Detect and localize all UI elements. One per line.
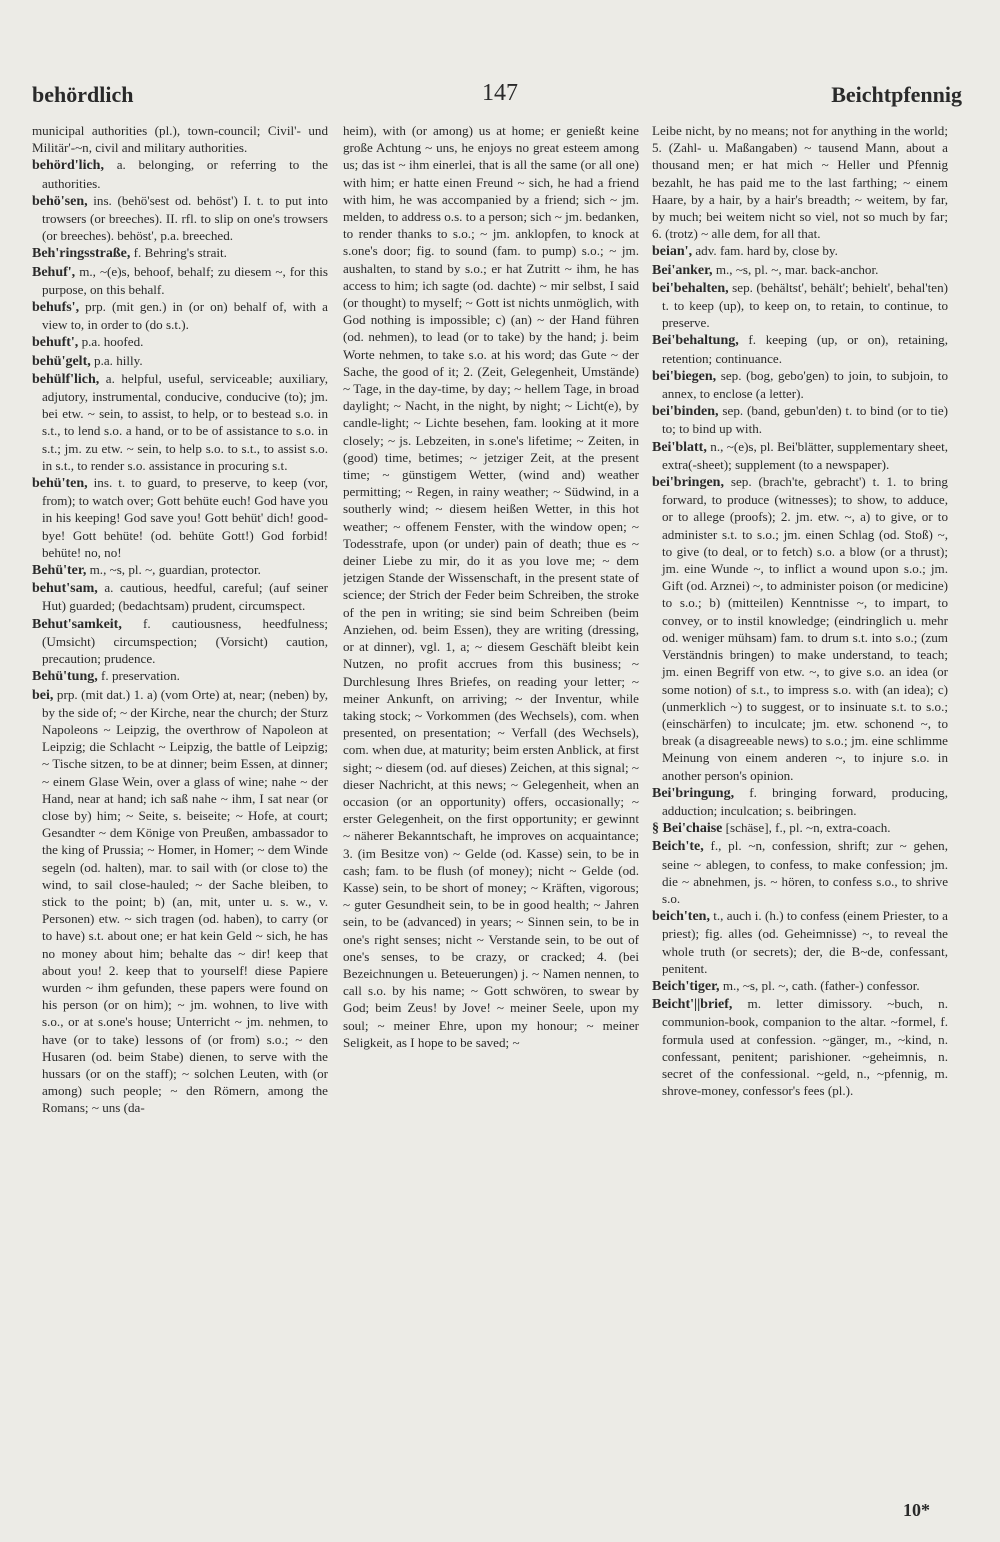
dictionary-entry: [32, 298, 328, 333]
column-2: [343, 122, 639, 1492]
entry-text: sep. (brach'te, gebracht') t. 1. to bring forward, to produce (witnesses); to show, to adduce, or to allege (proofs); 2. jm. etw. ~, a) to give, or to administer s.t. to s.o.; jm. einen Schlag (od. Stoß) ~, to give (to deal, or to fetch) s.o. a blow (or a thrust); jm. eine Wunde ~, to inflict a wound upon s.o.; jm. Gift (od. Arznei) ~, to administer poison (or medicine) to s.o.; b) (mitteilen) Kenntnisse ~, to impart, to convey, or to instil knowledge; (eindringlich u. mehr od. weniger mühsam) fam. to drum s.t. into s.o.; (zum Verständnis bringen) to make understand, to teach; jm. einen Begriff von etw. ~, to give s.o. an idea (or some notion) of s.t., to impress s.o. with (an idea); c) (unmerklich ~) to suggest, or to insinuate s.t. to s.o.; (einschärfen) to inculcate; jm. etw. schonend ~, to break (a disagreeable news) to s.o.; jm. eine schlimme Meinung von einem anderen ~, to injure s.o. in another person's opinion.: [662, 474, 948, 783]
dictionary-entry: [652, 122, 948, 242]
entry-headword: bei'behalten,: [652, 280, 729, 296]
signature-mark: 10*: [903, 1500, 930, 1520]
entry-headword: behülf'lich,: [32, 371, 100, 387]
dictionary-entry: [32, 667, 328, 685]
column-3: [652, 122, 948, 1492]
entry-text: f. Behring's strait.: [133, 245, 227, 261]
dictionary-entry: [32, 156, 328, 191]
dictionary-entry: [652, 402, 948, 437]
entry-text: t., auch i. (h.) to confess (einem Priester, to a priest); fig. alles (od. Geheimnisse) ~, to reveal the whole truth (or secrets); der, die B~de, confessant, penitent.: [662, 908, 948, 976]
dictionary-entry: [652, 367, 948, 402]
entry-headword: § Bei'chaise: [652, 821, 723, 837]
running-head-left: behördlich: [32, 82, 134, 107]
entry-headword: Bei'anker,: [652, 262, 713, 278]
dictionary-entry: [652, 977, 948, 995]
dictionary-entry: [343, 122, 639, 1051]
entry-headword: bei,: [32, 687, 54, 703]
entry-headword: Behü'tung,: [32, 669, 98, 685]
entry-headword: behö'sen,: [32, 193, 88, 209]
dictionary-entry: [32, 192, 328, 245]
entry-headword: Beh'ringsstraße,: [32, 246, 131, 262]
entry-headword: Bei'behaltung,: [652, 333, 739, 349]
dictionary-entry: [652, 784, 948, 819]
dictionary-entry: [652, 907, 948, 977]
entry-text: prp. (mit dat.) 1. a) (vom Orte) at, near; (neben) by, by the side of; ~ der Kirche, near the church; der Sturz Napoleons ~ Leipzig, the overthrow of Napoleon at Leipzig; die Schlacht ~ Leipzig, the battle of Leipzig; ~ Tische sitzen, to be at dinner; beim Essen, at dinner; ~ einem Glase Wein, over a glass of wine; nahe ~ der Hand, near at hand; ich saß nahe ~ ihm, I sat near (or close by) him; ~ Seite, s. beiseite; ~ Hofe, at court; Gesandter ~ dem Könige von Preußen, ambassador to the king of Prussia; ~ Homer, in Homer; ~ dem Winde segeln (od. halten), mar. to sail with (or close to) the wind, to sail close-hauled; ~ der Sache bleiben, to stick to the point; b) (an, mit, unter u. s. w., v. Personen) etw. ~ sich tragen (od. haben), to carry (or to have) s.t. about one; er hat kein Geld ~ sich, he has no money about him; behalte das ~ dir! keep that about you! 2. keep that to yourself! diese Papiere wurden ~ ihm gefunden, these papers were found on his person (or on him); ~ jm. wohnen, to live with s.o., or at s.one's house; Unterricht ~ jm. nehmen, to have (or to take) lessons of (or from) s.o.; ~ den Husaren (od. beim Stabe) dienen, to serve with the hussars (or on the staff); ~ solchen Leuten, with (or among) such people; ~ den Römern, among the Romans; ~ uns (da-: [42, 686, 328, 1116]
entry-text: a. cautious, heedful, careful; (auf seiner Hut) guarded; (bedachtsam) prudent, circumspect.: [42, 580, 328, 614]
entry-headword: bei'biegen,: [652, 368, 717, 384]
entry-headword: Behü'ter,: [32, 563, 87, 579]
dictionary-entry: [652, 473, 948, 784]
page-number: 147: [482, 80, 518, 106]
dictionary-entry: [652, 279, 948, 332]
entry-headword: behü'ten,: [32, 476, 88, 492]
entry-text: ins. (behö'sest od. behöst') I. t. to put into trowsers (or breeches). II. rfl. to slip on one's trowsers (or breeches). behöst', p.a. breeched.: [42, 192, 328, 244]
entry-text: f., pl. ~n, confession, shrift; zur ~ gehen, seine ~ ablegen, to confess, to make confession; jm. die ~ abnehmen, js. ~ hören, to confess s.o., to shrive s.o.: [662, 838, 948, 906]
entry-text: m., ~s, pl. ~, mar. back-anchor.: [715, 261, 879, 277]
entry-headword: Bei'blatt,: [652, 439, 707, 455]
entry-headword: behü'gelt,: [32, 353, 91, 369]
entry-text: sep. (bog, gebo'gen) to join, to subjoin, to annex, to enclose (a letter).: [662, 367, 948, 402]
entry-headword: bei'binden,: [652, 404, 719, 420]
dictionary-entry: [32, 333, 328, 351]
column-1: [32, 122, 328, 1492]
entry-text: a. helpful, useful, serviceable; auxiliary, adjutory, instrumental, conducive, conducive (to); jm. bei etw. ~ sein, to assist, to help, or to bestead s.o. in s.t., to lend s.o. a hand, or to be of assistance to s.o. in s.t.; jm. zu etw. ~ sein, to help s.o. to s.t., to assist s.o. in s.t., to render s.o. assistance in procuring s.t.: [42, 370, 328, 473]
entry-headword: beich'ten,: [652, 909, 710, 925]
entry-text: heim), with (or among) us at home; er genießt keine große Achtung ~ uns, he enjoys no great esteem among us; das ist ~ ihm einerlei, that is all the same (or all one) with him; er hatte einen Freund ~ sich, he had a friend with him, he was accompanied by a friend; sich ~ jm. melden, to address o.s. to a person; sich ~ jm. bedanken, to render thanks to s.o.; ~ jm. anklopfen, to knock at s.one's door; fig. to sound (fam. to pump) s.o.; ~ jm. aushalten, to stand by s.o.; er hat Zutritt ~ ihm, he has access to him; ich sagte (od. dachte) ~ mir selbst, I said (or thought) to myself; ~ Gott ist nichts unmöglich, with God nothing is impossible; c) (an) ~ der Hand führen (od. nehmen), to lead (or to take) by the hand; j. beim Worte nehmen, to take s.o. at his word; das Gute ~ der Sache, the good of it; 2. (Zeit, Gelegenheit, Umstände) ~ Tage, in the day-time, by day; ~ hellem Tage, in broad daylight; ~ Nacht, in the night, by night; ~ Licht(e), by candle-light; ~ Lichte besehen, fam. looking at it more closely; ~ js. Lebzeiten, in s.one's lifetime; ~ Zeiten, in (good) time, betimes; ~ jetziger Zeit, at the present time; ~ günstigem Wetter, (wind and) weather permitting; ~ Regen, in rainy weather; ~ Südwind, in a southerly wind; ~ diesem heißen Wetter, in this hot weather; ~ offenem Fenster, with the window open; ~ Todesstrafe, upon (or under) pain of death; thue es ~ deiner Liebe zu mir, do it as you love me; ~ dem jetzigen Stande der Wissenschaft, in the present state of science; der Strich der Feder beim Schreiben, the stroke of the pen in writing; sie sind beim Schreiben (beim Anziehen, od. beim Essen), they are writing (dressing, or at dinner), vgl. 1, a; ~ diesem Geschäft bleibt kein Nutzen, no profit accrues from this business; ~ Durchlesung Ihres Briefes, on reading your letter; ~ meiner Ankunft, on arriving; ~ der Inventur, while taking stock; ~ Vorkommen (des Wechsels), com. when presented, on presentation; ~ Verfall (des Wechsels), com. when due, at maturity; beim ersten Anblick, at first sight; ~ diesem (od. auf dieses) Zeichen, at this signal; ~ dieser Nachricht, at this news; ~ Gelegenheit, when an occasion (or an opportunity) offers, occasionally; ~ erster Gelegenheit, on the first opportunity; er gewinnt ~ näherer Bekanntschaft, he improves on acquaintance; 3. (im Besitze von) ~ Gelde (od. Kasse) sein, to be in cash; fam. to be flush (of money); nicht ~ Gelde (od. Kasse) sein, to be short of money; ~ Kräften, vigorous; ~ guter Gesundheit sein, to be in good health; ~ Jahren sein, to be (advanced) in years; ~ Sinnen sein, to be in one's right senses; nicht ~ Verstande sein, to be out of one's senses, to be crazy, or cracked; 4. (bei Bezeichnungen u. Beteuerungen) j. ~ Namen nennen, to call s.o. by his name; ~ Gott schwören, to swear by God; beim Zeus! by Jove! ~ meiner Seele, upon my soul; ~ meiner Ehre, upon my honour; ~ meiner Seligkeit, as I hope to be saved; ~: [343, 123, 639, 1050]
entry-headword: bei'bringen,: [652, 475, 724, 491]
dictionary-entry: [32, 370, 328, 474]
dictionary-entry: [32, 561, 328, 579]
entry-text: ins. t. to guard, to preserve, to keep (vor, from); to watch over; Gott behüte euch! God have you in his keeping! God save you! Gott behüt' dich! good-bye! Gott behüte! (od. behüte Gott!) God forbid! behüte! no, no!: [42, 475, 328, 560]
dictionary-entry: [652, 438, 948, 473]
entry-text: f. keeping (up, or on), retaining, retention; continuance.: [662, 332, 948, 366]
dictionary-entry: [652, 242, 948, 260]
entry-text: sep. (band, gebun'den) t. to bind (or to tie) to; to bind up with.: [662, 403, 948, 437]
dictionary-entry: [32, 474, 328, 561]
entry-text: f. cautiousness, heedfulness; (Umsicht) circumspection; (Vorsicht) caution, precaution; prudence.: [42, 615, 328, 667]
entry-headword: behörd'lich,: [32, 158, 104, 174]
entry-text: n., ~(e)s, pl. Bei'blätter, supplementary sheet, extra(-sheet); supplement (to a newspaper).: [662, 438, 948, 472]
entry-text: Leibe nicht, by no means; not for anything in the world; 5. (Zahl- u. Maßangaben) ~ tausend Mann, about a thousand men; er hat mich ~ Heller und Pfennig bezahlt, he has paid me to the last farthing; ~ einem Haare, by a hair, by a hair's breadth; ~ weitem, by far, by much; bei weitem nicht so viel, not so much by far; 6. (trotz) ~ alle dem, for all that.: [652, 123, 948, 242]
entry-text: p.a. hilly.: [94, 352, 143, 368]
entry-headword: Bei'bringung,: [652, 785, 735, 801]
dictionary-entry: [652, 261, 948, 279]
dictionary-entry: [32, 615, 328, 668]
dictionary-entry: [32, 244, 328, 262]
entry-text: adv. fam. hard by, close by.: [695, 243, 838, 259]
dictionary-entry: [32, 686, 328, 1117]
entry-headword: Behuf',: [32, 264, 76, 280]
entry-text: municipal authorities (pl.), town-council; Civil'- und Militär'-~n, civil and military authorities.: [32, 123, 328, 156]
entry-text: f. bringing forward, producing, adduction; inculcation; s. beibringen.: [662, 784, 948, 818]
entry-headword: Beich'te,: [652, 839, 704, 855]
entry-text: p.a. hoofed.: [81, 334, 144, 350]
entry-text: m., ~s, pl. ~, guardian, protector.: [89, 562, 261, 578]
entry-headword: behut'sam,: [32, 581, 98, 597]
dictionary-entry: [652, 837, 948, 907]
entry-headword: Behut'samkeit,: [32, 616, 122, 632]
entry-text: f. preservation.: [101, 668, 180, 684]
running-head-right: Beichtpfennig: [831, 82, 962, 107]
entry-headword: behufs',: [32, 300, 80, 316]
entry-text: [schäse], f., pl. ~n, extra-coach.: [725, 820, 891, 836]
dictionary-entry: [32, 122, 328, 156]
entry-text: m. letter dimissory. ~buch, n. communion-book, companion to the altar. ~formel, f. formula used at confession. ~gänger, m., ~kind, n. confessant, penitent; parishioner. ~geheimnis, n. secret of the confessional. ~geld, n., ~pfennig, m. shrove-money, confessor's fees (pl.).: [662, 996, 948, 1099]
dictionary-entry: [652, 331, 948, 366]
entry-headword: Beicht'||brief,: [652, 997, 733, 1013]
entry-text: m., ~s, pl. ~, cath. (father-) confessor.: [722, 977, 920, 993]
dictionary-entry: [32, 579, 328, 614]
dictionary-entry: [652, 995, 948, 1099]
dictionary-entry: [32, 352, 328, 370]
entry-text: sep. (behältst', behält'; behielt', behal'ten) t. to keep (up), to keep on, to retain, to continue, to preserve.: [662, 279, 948, 331]
entry-headword: behuft',: [32, 335, 79, 351]
entry-headword: Beich'tiger,: [652, 978, 720, 994]
entry-text: prp. (mit gen.) in (or on) behalf of, with a view to, in order to (do s.t.).: [42, 299, 328, 333]
dictionary-entry: [652, 819, 948, 837]
entry-headword: beian',: [652, 244, 693, 260]
entry-text: a. belonging, or referring to the authorities.: [42, 157, 328, 191]
entry-text: m., ~(e)s, behoof, behalf; zu diesem ~, for this purpose, on this behalf.: [42, 263, 328, 297]
dictionary-entry: [32, 263, 328, 298]
